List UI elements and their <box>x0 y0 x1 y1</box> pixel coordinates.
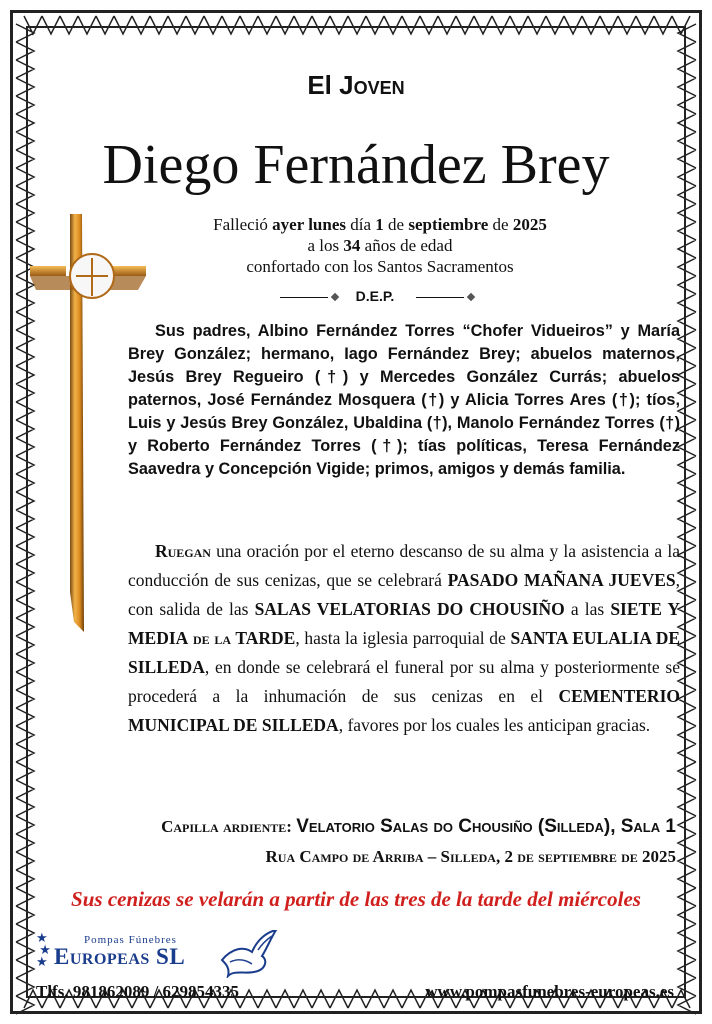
logo-big-text: Europeas SL <box>54 944 186 969</box>
website-link[interactable]: www.pompasfunebres-europeas.es <box>425 982 674 1001</box>
subtitle <box>0 70 712 101</box>
capilla-line-1: Capilla ardiente: Velatorio Salas do Chousiño (Silleda), Sala 1 <box>161 816 676 837</box>
dove-icon <box>218 930 278 978</box>
subtitle-first: El <box>307 70 332 100</box>
diamond-icon <box>467 293 475 301</box>
capilla-block <box>40 812 676 872</box>
notice-red: Sus cenizas se velarán a partir de las tres de la tarde del miércoles <box>71 887 641 911</box>
death-line-3: confortado con los Santos Sacramentos <box>246 257 514 276</box>
family-paragraph: Sus padres, Albino Fernández Torres “Chofer Vidueiros” y María Brey González; hermano, Iago Fernández Brey; abuelos maternos, Jesús Brey Regueiro (†) y Mercedes González Currás; abuelos paternos, José Fernández Mosquera (†) y Alicia Torres Ares (†); tíos, Luis y Jesús Brey González, Ubaldina (†), Manolo Fernández Torres (†) y Roberto Fernández Torres (†); tías políticas, Teresa Fernández Saavedra y Concepción Vigide; primos, amigos y demás familia. <box>128 322 680 478</box>
capilla-line-2: Rua Campo de Arriba – Silleda, 2 de septiembre de 2025 <box>265 847 676 866</box>
death-line-1: Falleció ayer lunes día 1 de septiembre de 2025 <box>213 215 547 234</box>
deceased-name: Diego Fernández Brey <box>102 134 610 196</box>
death-info <box>160 214 600 277</box>
divider-line <box>280 297 328 298</box>
logo-small-text: Pompas Fúnebres <box>84 934 177 946</box>
dep-divider <box>255 288 495 304</box>
death-line-2: a los 34 años de edad <box>307 236 453 255</box>
divider-line <box>416 297 464 298</box>
dep-text: D.E.P. <box>355 288 395 304</box>
phone-numbers: Tlfs. 981862089 / 629854335 <box>36 982 240 1001</box>
stars-icon: ★ ★ ★ <box>36 930 51 969</box>
subtitle-sc: Joven <box>339 70 405 100</box>
diamond-icon <box>331 293 339 301</box>
ruegan-paragraph: Ruegan una oración por el eterno descanso de su alma y la asistencia a la conducción de sus cenizas, que se celebrará PASADO MAÑANA JUEVES, con salida de las SALAS VELATORIAS DO CHOUSIÑO a las SIETE Y MEDIA de la TARDE, hasta la iglesia parroquial de SANTA EULALIA DE SILLEDA, en donde se celebrará el funeral por su alma y posteriormente se procederá a la inhumación de sus cenizas en el CEMENTERIO MUNICIPAL DE SILLEDA, favores por los cuales les anticipan gracias. <box>128 541 681 735</box>
